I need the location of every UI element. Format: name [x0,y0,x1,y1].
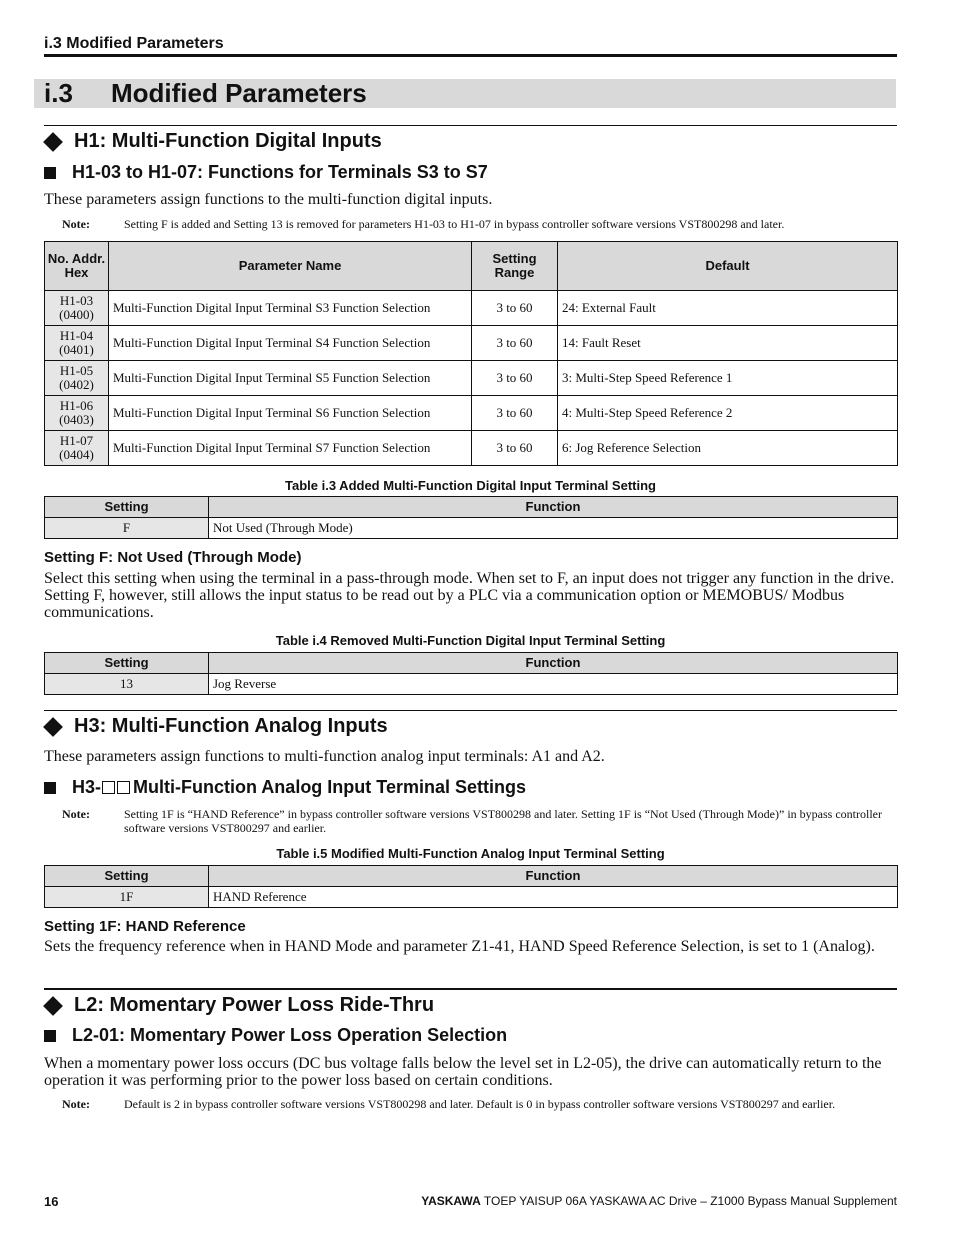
section-heading-l2 [44,994,434,1017]
note-text: Default is 2 in bypass controller software versions VST800298 and later. Default is 0 in bypass controller software versions VST800297 and earlier. [124,1097,836,1111]
param-number-cell: H1-06 (0403) [45,396,109,431]
param-number-cell: H1-03 (0400) [45,291,109,326]
table-row [45,518,898,539]
removed-setting-table [44,652,898,695]
diamond-bullet-icon [43,132,63,152]
modified-setting-table [44,865,898,908]
subsection-heading-text: H1-03 to H1-07: Functions for Terminals S3 to S7 [72,162,488,182]
section-heading-text: H3: Multi-Function Analog Inputs [74,715,388,737]
header-setting: Setting [45,866,209,887]
table-caption: Table i.3 Added Multi-Function Digital Input Terminal Setting [285,478,656,493]
h3-intro-text: These parameters assign functions to multi-function analog input terminals: A1 and A2. [44,748,605,765]
setting-cell: 13 [45,674,209,695]
parameter-table [44,241,898,466]
table-row [45,431,898,466]
param-default-cell: 3: Multi-Step Speed Reference 1 [558,361,898,396]
param-number-cell: H1-07 (0404) [45,431,109,466]
added-setting-table [44,496,898,539]
header-default: Default [558,242,898,291]
subsection-heading-l2-01 [44,1025,507,1046]
section-heading-text: H1: Multi-Function Digital Inputs [74,130,382,152]
param-number-cell: H1-05 (0402) [45,361,109,396]
param-name-cell: Multi-Function Digital Input Terminal S4 Function Selection [109,326,472,361]
square-bullet-icon [44,167,56,179]
section-heading-h3 [44,715,388,738]
section-rule [44,710,897,711]
subsection-heading-prefix: H3- [72,777,102,797]
param-default-cell: 24: External Fault [558,291,898,326]
header-function: Function [209,866,898,887]
section-heading-h1 [44,130,382,153]
footer-document-name: TOEP YAISUP 06A YASKAWA AC Drive – Z1000 Bypass Manual Supplement [483,1194,897,1208]
square-bullet-icon [44,782,56,794]
setting-f-heading: Setting F: Not Used (Through Mode) [44,549,302,566]
setting-cell: 1F [45,887,209,908]
table-row [45,396,898,431]
note-label: Note: [62,217,90,231]
header-function: Function [209,497,898,518]
setting-f-description: Select this setting when using the terminal in a pass-through mode. When set to F, an input does not trigger any function in the drive. Setting F, however, still allows the input status to be read out by a PLC via a communication option or MEMOBUS/ Modbus communications. [44,570,895,621]
param-range-cell: 3 to 60 [472,396,558,431]
header-setting: Setting [45,653,209,674]
table-row [45,291,898,326]
setting-1f-heading: Setting 1F: HAND Reference [44,918,246,935]
diamond-bullet-icon [43,996,63,1016]
header-no-addr: No. Addr. Hex [45,242,109,291]
table-header-row [45,497,898,518]
table-header-row [45,866,898,887]
section-rule [44,125,897,126]
table-row [45,887,898,908]
footer-brand: YASKAWA [421,1194,481,1208]
diamond-bullet-icon [43,717,63,737]
l2-intro-text: When a momentary power loss occurs (DC bus voltage falls below the level set in L2-05), the drive can automatically return to the operation it was performing prior to the power loss based on certain conditions. [44,1055,882,1089]
function-cell: Not Used (Through Mode) [209,518,898,539]
footer-document-title [421,1194,897,1208]
table-header-row [45,242,898,291]
section-heading-text: L2: Momentary Power Loss Ride-Thru [74,994,435,1016]
table-caption: Table i.4 Removed Multi-Function Digital Input Terminal Setting [275,633,666,648]
placeholder-boxes-icon [102,781,130,794]
table-row [45,674,898,695]
setting-cell: F [45,518,209,539]
header-setting-range: Setting Range [472,242,558,291]
param-name-cell: Multi-Function Digital Input Terminal S7 Function Selection [109,431,472,466]
note-text: Setting F is added and Setting 13 is removed for parameters H1-03 to H1-07 in bypass controller software versions VST800298 and later. [124,217,785,231]
square-bullet-icon [44,1030,56,1042]
header-function: Function [209,653,898,674]
param-default-cell: 4: Multi-Step Speed Reference 2 [558,396,898,431]
function-cell: HAND Reference [209,887,898,908]
param-range-cell: 3 to 60 [472,326,558,361]
chapter-number: i.3 [44,78,73,108]
h1-intro-text: These parameters assign functions to the multi-function digital inputs. [44,191,493,208]
header-parameter-name: Parameter Name [109,242,472,291]
running-head-rule [44,54,897,57]
table-header-row [45,653,898,674]
param-number-cell: H1-04 (0401) [45,326,109,361]
subsection-heading-text: Multi-Function Analog Input Terminal Settings [133,777,526,797]
param-default-cell: 14: Fault Reset [558,326,898,361]
running-head: i.3 Modified Parameters [44,35,224,52]
note-label: Note: [62,1097,90,1111]
param-name-cell: Multi-Function Digital Input Terminal S6 Function Selection [109,396,472,431]
param-range-cell: 3 to 60 [472,361,558,396]
function-cell: Jog Reverse [209,674,898,695]
subsection-heading-text: L2-01: Momentary Power Loss Operation Selection [72,1025,508,1045]
table-caption: Table i.5 Modified Multi-Function Analog Input Terminal Setting [276,846,665,861]
param-range-cell: 3 to 60 [472,291,558,326]
table-row [45,361,898,396]
param-name-cell: Multi-Function Digital Input Terminal S3 Function Selection [109,291,472,326]
header-setting: Setting [45,497,209,518]
note-label: Note: [62,807,90,821]
note-text: Setting 1F is “HAND Reference” in bypass controller software versions VST800298 and later. Setting 1F is “Not Used (Through Mode)” in bypass controller software versions VST800297 and earlier. [124,807,882,835]
param-name-cell: Multi-Function Digital Input Terminal S5 Function Selection [109,361,472,396]
subsection-heading-h3 [44,777,526,798]
subsection-heading-h1-03 [44,162,488,183]
param-range-cell: 3 to 60 [472,431,558,466]
section-rule [44,988,897,990]
param-default-cell: 6: Jog Reference Selection [558,431,898,466]
table-row [45,326,898,361]
setting-1f-description: Sets the frequency reference when in HAND Mode and parameter Z1-41, HAND Speed Reference Selection, is set to 1 (Analog). [44,938,875,955]
chapter-title: Modified Parameters [111,78,367,108]
page-number: 16 [44,1194,59,1209]
